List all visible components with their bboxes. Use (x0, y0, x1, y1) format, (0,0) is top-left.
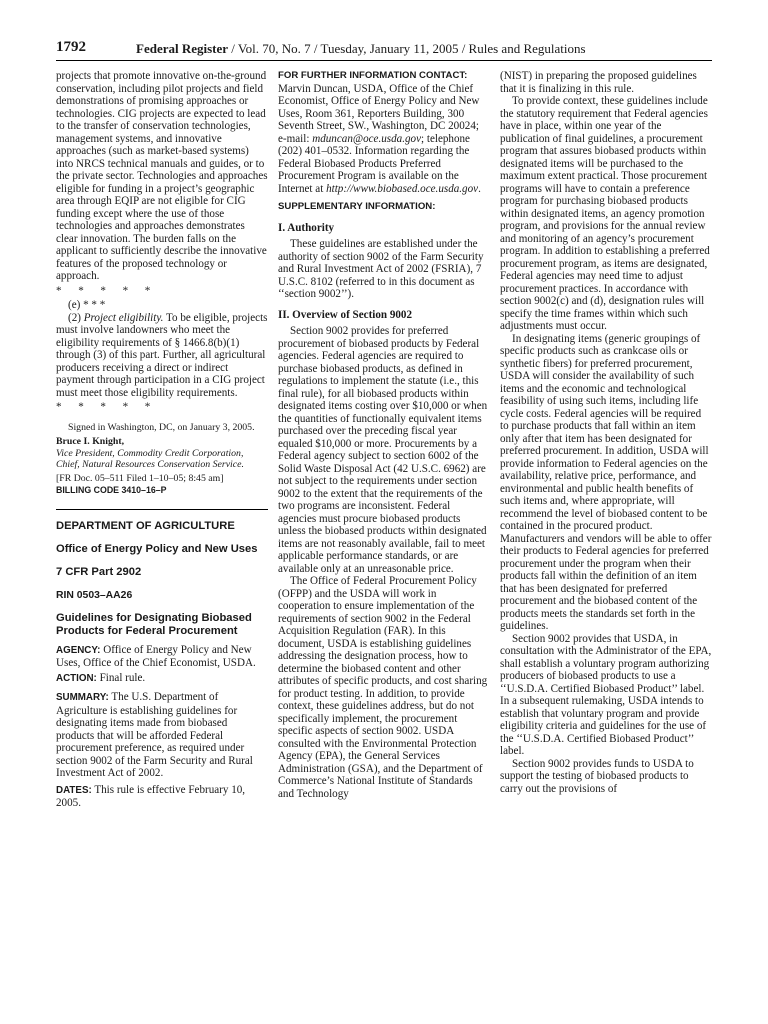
page-number: 1792 (56, 39, 86, 55)
agency-text: Office of Energy Policy and New Uses, Office of the Chief Economist, USDA. (56, 643, 256, 669)
paragraph-heading: Project eligibility. (83, 311, 164, 324)
agency-block (56, 644, 268, 670)
contact-text-2: ; telephone (202) 401–0532. Information regarding the Federal Biobased Products Preferred Procurement Program is available on the Internet at (278, 132, 470, 195)
dates-label: DATES: (56, 784, 92, 796)
paragraph-text: To be eligible, projects must involve landowners who meet the eligibility requirements of § 1466.8(b)(1) through (3) of this part. Further, all agricultural producers receiving a direct or indirect payment through participation in a CIG project must meet those eligibility requirements. (56, 311, 268, 399)
paragraph: The Office of Federal Procurement Policy (OFPP) and the USDA will work in cooperation to ensure implementation of the requirements of section 9002 in the Federal Acquisition Regulation (FAR). In this document, USDA is establishing guidelines addressing the designation process, how to determine the biobased content and other attributes of specific products, and cost sharing for product testing. In addition, to provide context, these guidelines address, but do not specifically implement, the procurement specific aspects of section 9002. USDA consulted with the Environmental Protection Agency (EPA), the General Services Administration (GSA), and the Department of Commerce’s National Institute of Standards and Technology (278, 575, 488, 800)
signer-title: Vice President, Commodity Credit Corporation, Chief, Natural Resources Conservation Service. (56, 447, 244, 470)
signed-line: Signed in Washington, DC, on January 3, 2005. (68, 421, 255, 433)
paragraph: In designating items (generic groupings of specific products such as crankcase oils or synthetic fibers) for preferred procurement, USDA will consider the availability of such items and the economic and technological feasibility of using such items, including life cycle costs. Federal agencies will be required to purchase products that fall within an item only after that item has been designated for preferred procurement. In addition, USDA will provide information to Federal agencies on the availability, relative price, performance, and environmental and public health benefits of such items and, where appropriate, will recommend the level of biobased content to be contained in the procured product. Manufacturers and vendors will be able to offer their products to Federal agencies for preferred procurement under the program when their products fall within the definition of an item that has been designated for preferred procurement and the biobased content of the products meets the standards set forth in the guidelines. (500, 332, 712, 632)
paragraph: These guidelines are established under the authority of section 9002 of the Farm Security and Rural Investment Act of 2002 (FSRIA), 7 U.S.C. 8102 (referred to in this document as ‘‘section 9002’’). (278, 238, 484, 300)
section-heading: II. Overview of Section 9002 (278, 308, 413, 321)
section-heading: I. Authority (278, 221, 335, 234)
summary-label: SUMMARY: (56, 692, 109, 703)
summary-block (56, 691, 268, 780)
column-3 (500, 70, 712, 795)
contact-url: http://www.biobased.oce.usda.gov (326, 182, 479, 195)
department-heading: DEPARTMENT OF AGRICULTURE (56, 519, 235, 532)
column-1 (56, 70, 268, 810)
page-header (56, 37, 716, 61)
paragraph-number: (2) (68, 311, 81, 324)
paragraph: To provide context, these guidelines include the statutory requirement that Federal agencies have in place, within one year of the publication of final guidelines, a procurement program that assures biobased products within designated items will be purchased to the maximum extent practical. Those procurement programs will have to contain a preference program for purchasing biobased products within designated items, an agency promotion program, and provisions for the annual review and monitoring of an agency’s procurement program. In addition to establishing a preferred procurement program, as items are designated, Federal agencies may need time to adjust procurement practices. In accordance with section 9002(c) and (d), designation rules will specify the time frames within which such adjustments must occur. (500, 95, 710, 332)
supplementary-label: SUPPLEMENTARY INFORMATION: (278, 201, 436, 212)
action-block (56, 672, 268, 686)
action-label: ACTION: (56, 672, 97, 684)
action-text: Final rule. (96, 671, 146, 684)
paragraph: projects that promote innovative on-the-ground conservation, including pilot projects and field demonstrations of promising approaches or technologies. CIG projects are expected to lead to the transfer of conservation technologies, management systems, and innovative approaches (such as market-based systems) into NRCS technical manuals and guides, or to the private sector. Technologies and approaches eligible for funding in a project’s geographic area through EQIP are not eligible for CIG funding except where the use of those technologies and approaches demonstrates clear innovation. The burden falls on the applicant to sufficiently describe the innovative features of the proposed technology or approach. (56, 70, 268, 282)
signer-name: Bruce I. Knight, (56, 436, 125, 447)
omission-stars: * * * * * (56, 401, 151, 413)
paragraph: Section 9002 provides funds to USDA to support the testing of biobased products to carry out the provisions of (500, 757, 694, 795)
publication-name: Federal Register (136, 41, 229, 56)
billing-code: BILLING CODE 3410–16–P (56, 485, 167, 495)
running-head (136, 41, 586, 57)
column-2 (278, 70, 490, 800)
dates-block (56, 784, 268, 810)
paragraph-2 (56, 312, 268, 400)
header-rule (56, 60, 712, 61)
agency-label: AGENCY: (56, 644, 101, 656)
contact-text: Marvin Duncan, USDA, Office of the Chief Economist, Office of Energy Policy and New Uses, Room 361, Reporters Building, 300 Seventh Street, SW., Washington, DC 20024; e-mail: (278, 82, 480, 145)
issue-citation: / Vol. 70, No. 7 / Tuesday, January 11, 2005 / Rules and Regulations (228, 41, 586, 56)
contact-email: mduncan@oce.usda.gov (312, 132, 421, 145)
contact-end: . (478, 182, 481, 195)
dates-text: This rule is effective February 10, 2005. (56, 783, 246, 809)
summary-text: The U.S. Department of Agriculture is establishing guidelines for designating items made from biobased products that will be afforded Federal procurement preference, as required under section 9002 of the Farm Security and Rural Investment Act of 2002. (56, 691, 253, 779)
paragraph: (NIST) in preparing the proposed guidelines that it is finalizing in this rule. (500, 70, 697, 95)
contact-block (278, 83, 490, 196)
paragraph: Section 9002 provides for preferred procurement of biobased products by Federal agencies. Federal agencies are required to purchase biobased products, as defined in regulations to implement the statute (i.e., this final rule), for all biobased products within designated items costing over $10,000 or when the quantities of functionally equivalent items purchased over the preceding fiscal year equaled $10,000 or more. Procurements by a Federal agency subject to section 6002 of the Solid Waste Disposal Act (42 U.S.C. 6962) are not subject to the requirements under section 9002 to the extent that the requirements of the two programs are inconsistent. Federal agencies must procure biobased products unless the biobased products within designated items are not reasonably available, fail to meet applicable performance standards, or are available only at an unreasonable price. (278, 325, 488, 575)
paragraph: Section 9002 provides that USDA, in consultation with the Administrator of the EPA, shall establish a voluntary program authorizing producers of biobased products to use a ‘‘U.S.D.A. Certified Biobased Product’’ label. In a subsequent rulemaking, USDA intends to establish that voluntary program and provide eligibility criteria and guidelines for the use of the ‘‘U.S.D.A. Certified Biobased Product’’ label. (500, 632, 712, 757)
omission-stars: * * * * * (56, 284, 151, 297)
rin-line: RIN 0503–AA26 (56, 589, 133, 601)
contact-label: FOR FURTHER INFORMATION CONTACT: (278, 70, 468, 81)
fr-doc-line: [FR Doc. 05–511 Filed 1–10–05; 8:45 am] (56, 472, 224, 484)
paragraph-e: (e) * * * (68, 299, 106, 311)
rule-title: Guidelines for Designating Biobased Products for Federal Procurement (56, 611, 252, 637)
cfr-heading: 7 CFR Part 2902 (56, 565, 142, 578)
office-heading: Office of Energy Policy and New Uses (56, 542, 258, 555)
section-divider (56, 509, 268, 510)
